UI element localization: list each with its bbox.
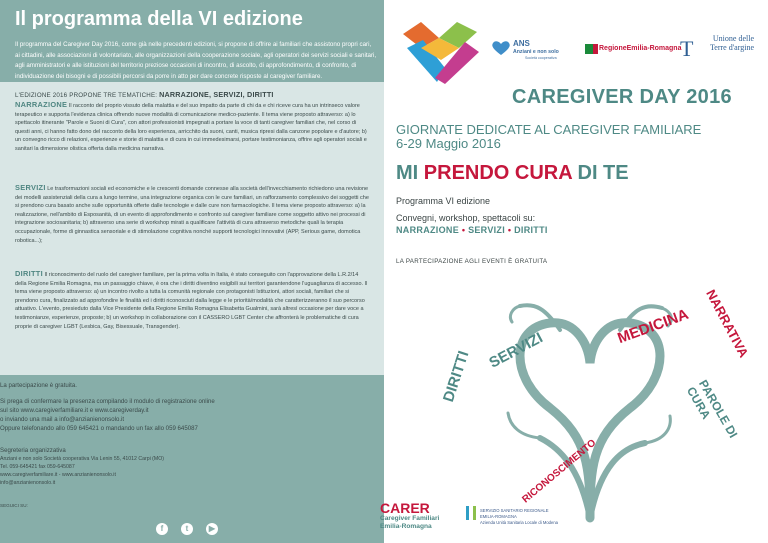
free-participation: La partecipazione è gratuita.: [0, 382, 77, 389]
themes-heading-list: NARRAZIONE, SERVIZI, DIRITTI: [159, 90, 274, 99]
servizi-keyword: SERVIZI: [15, 183, 46, 192]
secretary-title: Segreteria organizzativa: [0, 447, 66, 454]
theme-separator-icon: •: [461, 225, 466, 235]
terre-monogram-icon: T: [680, 36, 694, 61]
twitter-icon[interactable]: t: [181, 523, 193, 535]
regione-logo-text: RegioneEmilia-Romagna: [599, 45, 682, 52]
theme-diritti: DIRITTI: [514, 225, 548, 235]
servizi-section: [15, 184, 371, 245]
themes-heading: [15, 90, 274, 99]
carer-logo-name: CARER: [380, 500, 430, 516]
tree-word-medicina: MEDICINA: [615, 305, 691, 348]
theme-narrazione: NARRAZIONE: [396, 225, 459, 235]
diritti-keyword: DIRITTI: [15, 269, 43, 278]
program-edition: Programma VI edizione: [396, 196, 491, 206]
conventions-line: Convegni, workshop, spettacoli su:: [396, 213, 536, 223]
headline-part-b: PRENDO CURA: [423, 162, 572, 184]
themes-heading-label: L'EDIZIONE 2016 PROPONE TRE TEMATICHE:: [15, 92, 158, 99]
servizi-text: Le trasformazioni sociali ed economiche e le crescenti domande connesse alla società dell'invecchiamento richiedono una revisione dei modelli assistenziali della cura a lungo termine, una integrazione organica con le cure familiari, un rafforzamento complessivo dei soggetti che si prendono cura basato anche sulle opportunità offerte dalle tecnologie e dalle cure non farmacologiche. Il tema viene proposto attraverso: a) la realizzazione, nell'ambito di Esposanità, di un evento di approfondimento e confronto sul caregiver familiare come soggetto attivo nei processi di integrazione sociosanitaria; b) attraverso una serie di workshop mirati a qualificare l'attività di cura attraverso metodiche quali la terapia occupazionale, forme di ginnastica sensoriale e di stimolazione cognitiva nonché supporti tecnologici innovativi (APP, Serious game, domotica robotica...);: [15, 186, 369, 244]
themes-line: [396, 225, 548, 235]
caregiver-day-title: CAREGIVER DAY 2016: [512, 86, 732, 108]
subtitle-dates: 6-29 Maggio 2016: [396, 136, 501, 151]
ssr-line-2: EMILIA-ROMAGNA: [480, 514, 517, 519]
ssr-logo-icon: [466, 506, 476, 520]
secretary-line-2: Tel. 059-645421 fax 059-645087: [0, 464, 75, 470]
tree-word-parole: PAROLE DI CURA: [683, 377, 741, 441]
carer-logo-sub1: Caregiver Familiari: [380, 515, 440, 522]
ans-logo-name: ANS: [513, 39, 530, 48]
follow-label: SEGUICI SU:: [0, 503, 28, 508]
confirm-line-1: Si prega di confermare la presenza compilando il modulo di registrazione online: [0, 398, 215, 405]
carer-logo-sub2: Emilia-Romagna: [380, 523, 432, 530]
facebook-icon[interactable]: f: [156, 523, 168, 535]
confirm-line-2[interactable]: sul sito www.caregiverfamiliare.it e www.caregiverday.it: [0, 407, 149, 414]
regione-flag-red-icon: [593, 44, 598, 54]
tree-word-narrativa: NARRATIVA: [703, 287, 752, 360]
caregiver-heart-logo: [395, 18, 487, 88]
secretary-line-3[interactable]: www.caregiverfamiliare.it - www.anzianienonsolo.it: [0, 472, 116, 478]
diritti-section: [15, 270, 371, 331]
tree-word-servizi: SERVIZI: [486, 329, 546, 372]
participation-note: LA PARTECIPAZIONE AGLI EVENTI È GRATUITA: [396, 258, 548, 265]
diritti-text: Il riconoscimento del ruolo del caregiver familiare, per la prima volta in Italia, è stato conseguito con l'approvazione della L.R.2/14 della Regione Emilia Romagna, ma un passaggio chiave, è ora che i diritti diventino esigibili sui territori garantendone l'uguaglianza di accesso. Il tema viene proposto attraverso: a) un incontro rivolto a tutta la comunità regionale con protagonisti Istituzioni, attori sociali, familiari che si prendono cura, finalizzato ad approfondire le finalità ed i diritti riconosciuti dalla legge e le priorità/modalità che caratterizzeranno il suo percorso attuativo. L'evento, presieduto dalla Vice Presidente della Regione Emilia Romagna Elisabetta Gualmini, sarà altresì occasione per dare voce a testimonianze, esperienze, proposte; b) un workshop in collaborazione con il CASSERO LGBT Center che affronterà le problematiche di cura proprie di caregiver LGBT (Lesbica, Gay, Bisessuale, Transgender).: [15, 272, 368, 330]
left-header: [0, 0, 384, 82]
confirm-line-4: Oppure telefonando allo 059 645421 o mandando un fax allo 059 645087: [0, 425, 198, 432]
secretary-line-4[interactable]: info@anzianienonsolo.it: [0, 480, 56, 486]
subtitle-line-1: GIORNATE DEDICATE AL CAREGIVER FAMILIARE: [396, 122, 702, 137]
ans-logo-sub: Anziani e non solo: [513, 49, 559, 55]
headline-part-c: DI TE: [577, 162, 629, 184]
tree-word-riconoscimento: RICONOSCIMENTO: [520, 437, 599, 506]
headline: [396, 162, 629, 185]
narrazione-section: [15, 101, 371, 154]
tree-word-diritti: DIRITTI: [440, 348, 473, 405]
narrazione-keyword: NARRAZIONE: [15, 100, 68, 109]
theme-separator-icon: •: [507, 225, 512, 235]
theme-servizi: SERVIZI: [468, 225, 506, 235]
youtube-icon[interactable]: ▶: [206, 523, 218, 535]
program-title: Il programma della VI edizione: [15, 8, 303, 30]
ans-logo-tag: Società cooperativa: [525, 56, 557, 60]
ans-heart-icon: [491, 40, 511, 56]
program-intro: Il programma del Caregiver Day 2016, come già nelle precedenti edizioni, si propone di offrire ai familiari che assistono propri cari, ai cittadini, alle associazioni di volontariato, alle organizzazioni della cooperazione sociale, agli operatori dei servizi sociali e sanitari, agli amministratori e alle istituzioni del territorio preziose occasioni di incontro, di ascolto, di approfondimento, di confronto, di individuazione dei bisogni e di possibili percorsi da porre in atto per dare concrete risposte al caregiver familiare.: [15, 41, 377, 80]
confirm-line-3[interactable]: o inviando una mail a info@anzianienonsolo.it: [0, 416, 125, 423]
ssr-line-1: SERVIZIO SANITARIO REGIONALE: [480, 508, 549, 513]
regione-flag-icon: [585, 44, 593, 54]
narrazione-text: Il racconto del proprio vissuto della malattia e del suo impatto da parte di chi da e chi riceve cura ha un intrinseco valore terapeutico e supporta l'evidenza clinica offrendo nuove modalità di comunicazione medico-paziente. Il tema viene proposto attraverso: a) lo spettacolo itinerante "Parole e Suoni di Cura", con attori professionisti impegnati a portare la voce di tanti caregiver familiari che, nel corso di questi anni, ci hanno fatto dono del racconto della loro esperienza, arricchito da suoni, canti, musica ripresi dalla canzone popolare e d'autore; b) un convegno ricco di relazioni, esperienze e storie di malattia e di cura in cui immedesimarsi, portare testimonianza, offrire agli operatori sociali e sanitari la dimensione olistica offerta dalla medicina narrativa.: [15, 103, 367, 152]
ssr-line-3: Azienda Unità Sanitaria Locale di Modena: [480, 520, 558, 525]
terre-logo-text: Unione delle Terre d'argine: [709, 34, 754, 52]
headline-part-a: MI: [396, 162, 419, 184]
secretary-line-1: Anziani e non solo Società cooperativa Via Lenin 55, 41012 Carpi (MO): [0, 456, 164, 462]
